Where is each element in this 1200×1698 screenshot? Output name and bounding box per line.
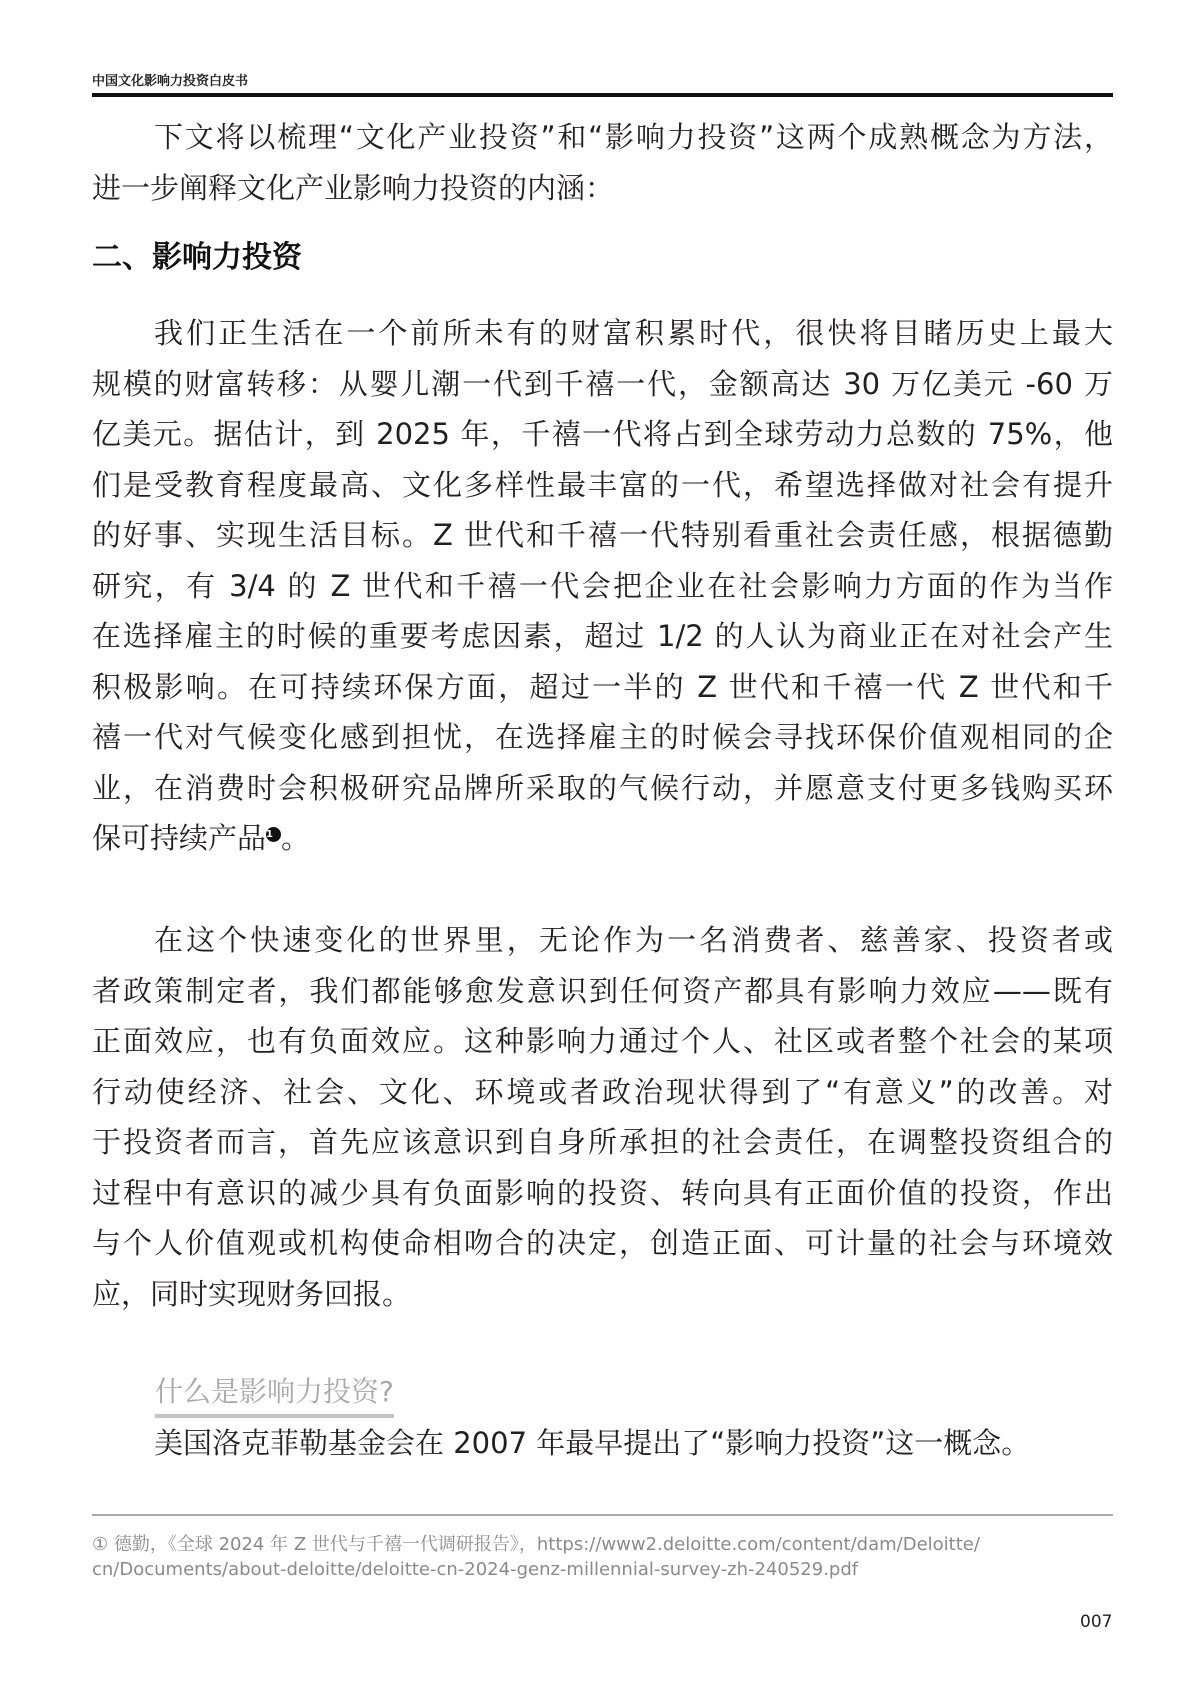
text-line: 的好事、实现生活目标。Z 世代和千禧一代特别看重社会责任感，根据德勤: [92, 518, 1113, 552]
text-line: 正面效应，也有负面效应。这种影响力通过个人、社区或者整个社会的某项: [92, 1024, 1113, 1058]
paragraph-3: [92, 1418, 1113, 1469]
text-line: 者政策制定者，我们都能够愈发意识到任何资产都具有影响力效应——既有: [92, 973, 1113, 1008]
text-line: 规模的财富转移：从婴儿潮一代到千禧一代，金额高达 30 万亿美元 -60 万: [92, 366, 1113, 401]
text-line: 在选择雇主的时候的重要考虑因素，超过 1/2 的人认为商业正在对社会产生: [92, 619, 1113, 653]
text-line: 进一步阐释文化产业影响力投资的内涵：: [92, 170, 615, 205]
footnote-line[interactable]: cn/Documents/about-deloitte/deloitte-cn-2024-genz-millennial-survey-zh-240529.pdf: [92, 1559, 859, 1580]
text-line: 下文将以梳理“文化产业投资”和“影响力投资”这两个成熟概念为方法，: [154, 120, 1113, 154]
section-heading: 二、影响力投资: [92, 240, 302, 275]
text-line: 过程中有意识的减少具有负面影响的投资、转向具有正面价值的投资，作出: [92, 1175, 1113, 1210]
text-line: 积极影响。在可持续环保方面，超过一半的 Z 世代和千禧一代 Z 世代和千: [92, 669, 1113, 704]
paragraph-2: [92, 915, 1113, 1319]
text-line: 行动使经济、社会、文化、环境或者政治现状得到了“有意义”的改善。对: [92, 1074, 1113, 1109]
text-line: 应，同时实现财务回报。: [92, 1276, 412, 1311]
subheading: 什么是影响力投资?: [155, 1370, 394, 1418]
text-line: 们是受教育程度最高、文化多样性最丰富的一代，希望选择做对社会有提升: [92, 467, 1113, 502]
paragraph-1: [92, 308, 1113, 864]
footnote-marker[interactable]: 1: [266, 827, 281, 842]
footnote-line[interactable]: ① 德勤，《全球 2024 年 Z 世代与千禧一代调研报告》，https://www2.deloitte.com/content/dam/Deloitte/: [92, 1534, 980, 1555]
text-line: 美国洛克菲勒基金会在 2007 年最早提出了“影响力投资”这一概念。: [154, 1426, 1031, 1460]
text-line: 在这个快速变化的世界里，无论作为一名消费者、慈善家、投资者或: [154, 923, 1113, 957]
header-rule: [92, 93, 1113, 97]
text-line: 与个人价值观或机构使命相吻合的决定，创造正面、可计量的社会与环境效: [92, 1226, 1113, 1260]
running-header: 中国文化影响力投资白皮书: [92, 74, 249, 89]
text-line: 亿美元。据估计，到 2025 年，千禧一代将占到全球劳动力总数的 75%，他: [92, 417, 1113, 451]
footnote-rule: [92, 1514, 1113, 1516]
text-fragment: 。: [281, 821, 311, 855]
text-line: 禧一代对气候变化感到担忧，在选择雇主的时候会寻找环保价值观相同的企: [92, 720, 1113, 754]
text-line: 于投资者而言，首先应该意识到自身所承担的社会责任，在调整投资组合的: [92, 1125, 1113, 1159]
text-line: 业，在消费时会积极研究品牌所采取的气候行动，并愿意支付更多钱购买环: [92, 770, 1113, 805]
intro-paragraph: [92, 112, 1113, 213]
footnote: [92, 1532, 1113, 1582]
text-line: [92, 813, 1113, 864]
text-line: 研究，有 3/4 的 Z 世代和千禧一代会把企业在社会影响力方面的作为当作: [92, 568, 1113, 603]
text-line: 我们正生活在一个前所未有的财富积累时代，很快将目睹历史上最大: [154, 316, 1113, 350]
page-number: 007: [1080, 1612, 1113, 1632]
text-fragment: 保可持续产品: [92, 821, 267, 855]
